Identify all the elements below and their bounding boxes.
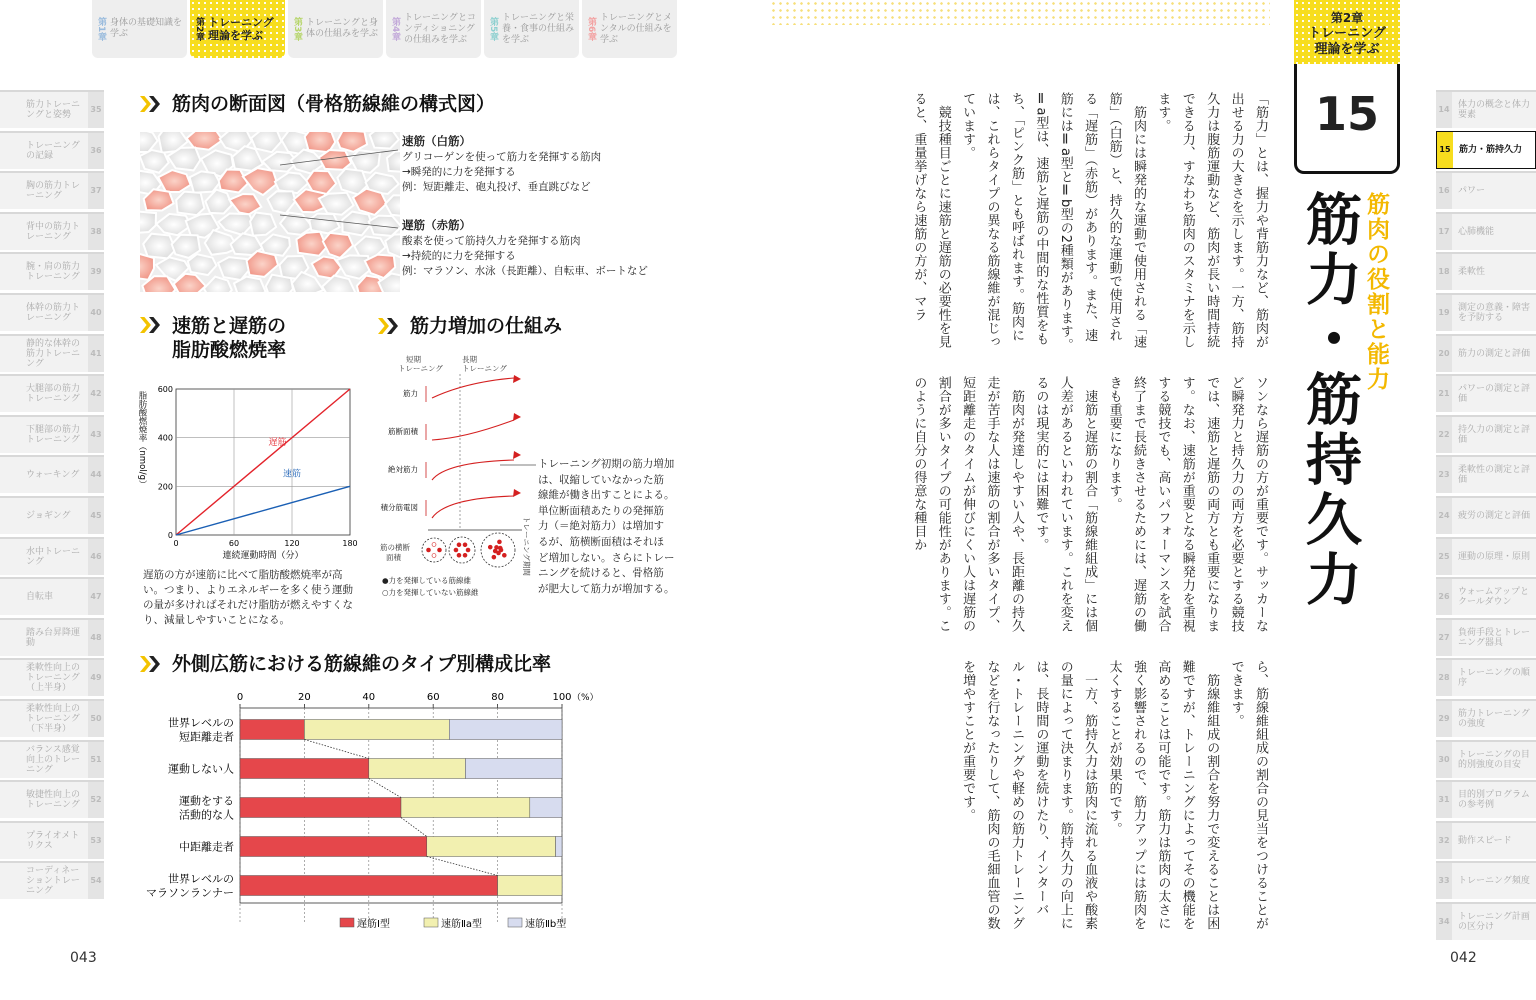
chapter-tab-label: トレーニングとメンタルの仕組みを学ぶ (600, 12, 673, 45)
muscle-fiber-cell (143, 234, 175, 259)
body-text-lower (860, 660, 1272, 940)
mechanism-caption-line: 線維が働き出すことによる。 (538, 489, 675, 502)
side-index-item[interactable] (0, 171, 104, 209)
side-index-label: バランス感覚向上のトレーニング (26, 744, 81, 775)
right-index-label: ウォームアップとクールダウン (1458, 587, 1530, 608)
side-index-item[interactable] (0, 90, 104, 128)
side-index-label: 大腿部の筋力トレーニング (26, 384, 81, 405)
right-index-number: 24 (1436, 498, 1452, 534)
body-paragraph: 競技種目ごとに速筋と遅筋の必要性を見ると、重量挙げなら速筋の方が、マラ (911, 92, 951, 349)
left-side-index (0, 90, 104, 902)
muscle-fiber-dot (466, 548, 470, 552)
chapter-tab-label: トレーニング理論を学ぶ (208, 16, 274, 42)
right-index-label: トレーニング計画の区分け (1458, 911, 1530, 932)
category-label: 中距離走者 (179, 840, 234, 854)
muscle-fiber-dot (457, 543, 461, 547)
side-index-item[interactable] (0, 415, 104, 453)
x-tick-label: 80 (491, 692, 504, 703)
side-index-label: 柔軟性向上のトレーニング（上半身） (26, 663, 81, 694)
bar-segment (240, 759, 369, 779)
side-index-number: 50 (88, 701, 104, 737)
chapter-tab-number: 第4章 (390, 16, 400, 42)
muscle-fiber-dot (432, 543, 436, 547)
right-index-item[interactable] (1436, 902, 1536, 940)
legend-label: 速筋Ⅱa型 (441, 919, 483, 930)
chapter-tab-6[interactable] (582, 0, 677, 58)
leader-lines (280, 140, 410, 250)
mechanism-caption-line: が肥大して筋力が増加する。 (538, 582, 675, 595)
legend-label: 速筋Ⅱb型 (525, 919, 567, 930)
left-page-number: 043 (70, 950, 97, 966)
right-index-label: トレーニング頻度 (1458, 876, 1530, 887)
chapter-tab-number: 第3章 (292, 16, 302, 42)
chapter-tab-3[interactable] (288, 0, 383, 58)
muscle-fiber-dot (488, 545, 492, 549)
side-index-item[interactable] (0, 821, 104, 859)
right-index-number: 29 (1436, 701, 1452, 737)
mechanism-caption-line: 単位断面積あたりの発揮筋 (538, 504, 664, 517)
chapter-tab-label: トレーニングと栄養・食事の仕組みを学ぶ (502, 12, 575, 45)
right-index-item[interactable] (1436, 699, 1536, 737)
right-index-label: パワーの測定と評価 (1458, 384, 1531, 405)
side-index-number: 40 (88, 295, 104, 331)
side-index-item[interactable] (0, 618, 104, 656)
right-index-number: 25 (1436, 539, 1452, 575)
legend-active: ●力を発揮している筋線維 (382, 576, 472, 585)
side-index-label: 静的な体幹の筋力トレーニング (26, 338, 81, 369)
right-index-label: 測定の意義・障害を予防する (1458, 302, 1531, 323)
right-index-label: 心肺機能 (1458, 226, 1495, 237)
body-paragraph: 速筋と遅筋の割合「筋線維組成」には個人差があるといわれています。これを変えるのは現実的には困難です。 (1033, 376, 1098, 633)
category-label: マラソンランナー (146, 886, 234, 900)
side-index-item[interactable] (0, 131, 104, 169)
right-index-item[interactable] (1436, 415, 1536, 453)
right-index-item[interactable] (1436, 821, 1536, 859)
side-index-item[interactable] (0, 496, 104, 534)
side-index-number: 51 (88, 742, 104, 778)
side-index-label: 体幹の筋力トレーニング (26, 302, 81, 323)
bar-segment (427, 837, 556, 857)
mechanism-caption-line: ど増加しない。さらにトレー (538, 551, 675, 564)
side-index-label: 柔軟性向上のトレーニング（下半身） (26, 703, 81, 734)
body-paragraph: 「筋力」とは、握力や背筋力など、筋肉が出せる力の大きさを示します。一方、筋持久力は腹筋運動など、筋肉が長い時間持続できる力、すなわち筋肉のスタミナを示します。 (1155, 92, 1268, 349)
right-index-label: 柔軟性の測定と評価 (1458, 465, 1531, 486)
category-label: 世界レベルの (168, 872, 234, 886)
bar-segment (465, 759, 562, 779)
category-label: 短距離走者 (179, 730, 234, 744)
muscle-fiber-dot (463, 553, 467, 557)
mechanism-caption-line: 力（＝絶対筋力）は増加す (538, 520, 664, 533)
right-index-label: 動作スピード (1458, 835, 1512, 846)
chapter-tab-number: 第1章 (96, 16, 106, 42)
period-label (522, 516, 532, 576)
x-tick-label: 60 (228, 539, 240, 548)
x-tick-label: 40 (362, 692, 376, 703)
strength-mechanism-caption (538, 457, 688, 597)
side-index-number: 47 (88, 579, 104, 615)
muscle-fiber-dot (432, 554, 436, 558)
body-paragraph: 一方、筋持久力は筋肉に流れる血液や酸素の量によって決まります。筋持久力の向上には、長時間の運動を続けたり、インターバル・トレーニングや軽めの筋力トレーニングなどを行なったりして、筋肉の毛細血管の数を増やすことが重要です。 (960, 660, 1098, 930)
right-index-item[interactable] (1436, 861, 1536, 899)
body-text-middle (860, 376, 1272, 638)
side-index-number: 36 (88, 133, 104, 169)
fast-muscle-description: 速筋（白筋） グリコーゲンを使って筋力を発揮する筋肉 →瞬発的に力を発揮する 例：短距離走、砲丸投げ、垂直跳びなど (402, 134, 602, 193)
long-term-label-2: トレーニング (462, 364, 507, 373)
legend-swatch (508, 918, 522, 927)
side-index-label: 踏み台昇降運動 (26, 627, 81, 648)
right-index-number: 31 (1436, 782, 1452, 818)
bar-segment (240, 876, 498, 896)
bar-segment (240, 837, 427, 857)
muscle-fiber-dot (498, 546, 502, 550)
muscle-fiber-cell (266, 275, 293, 292)
chapter-flag: 第2章 トレーニング 理論を学ぶ (1294, 0, 1400, 64)
fat-burning-caption: 遅筋の方が速筋に比べて脂肪酸燃焼率が高 い。つまり、よりエネルギーを多く使う運動 の量が多ければそれだけ脂肪が燃えやすくな り、減量しやすいことになる。 (143, 569, 353, 626)
bar-segment (530, 798, 562, 818)
side-index-label: 自転車 (26, 592, 54, 603)
right-index-label: トレーニングの目的別強度の目安 (1458, 749, 1530, 770)
right-index-item[interactable] (1436, 212, 1536, 250)
bar-segment (369, 759, 466, 779)
side-index-label: 背中の筋力トレーニング (26, 221, 81, 242)
y-axis-label (137, 390, 147, 488)
right-index-number: 22 (1436, 417, 1452, 453)
mechanism-row-label: 積分筋電図 (380, 503, 418, 512)
series-label: 速筋 (282, 469, 302, 480)
long-term-label: 長期 (462, 355, 477, 364)
right-index-label: 運動の原理・原則 (1458, 551, 1531, 562)
side-index-number: 46 (88, 539, 104, 575)
muscle-fiber-dot (438, 548, 442, 552)
y-tick-label: 0 (167, 531, 173, 540)
right-index-number: 19 (1436, 295, 1452, 331)
top-dot-band (770, 0, 1270, 25)
chapter-tab-2[interactable] (190, 0, 285, 58)
chapter-tab-4[interactable] (386, 0, 481, 58)
legend-swatch (340, 918, 354, 927)
series-label: 遅筋 (268, 437, 287, 448)
right-index-item[interactable] (1436, 334, 1536, 372)
right-index-label: パワー (1458, 186, 1486, 197)
mechanism-caption-line: トレーニング初期の筋力増加 (538, 458, 675, 470)
chevron-icon (140, 314, 164, 336)
side-index-item[interactable] (0, 699, 104, 737)
chapter-tabs (92, 0, 677, 60)
arrow-head (513, 413, 521, 421)
chapter-tab-label: トレーニングと身体の仕組みを学ぶ (306, 18, 379, 39)
category-label: 運動しない人 (168, 762, 234, 776)
svg-text:トレーニング期間: トレーニング期間 (522, 516, 531, 576)
side-index-label: 水中トレーニング (26, 546, 81, 567)
side-index-label: 腕・肩の筋力トレーニング (26, 262, 81, 283)
x-tick-label: 120 (284, 539, 300, 548)
mechanism-caption-line: は、収縮していなかった筋 (538, 473, 664, 486)
side-index-item[interactable] (0, 577, 104, 615)
body-paragraph: ら、筋線維組成の割合の見当をつけることができます。 (1228, 660, 1268, 930)
right-index-number: 17 (1436, 214, 1452, 250)
right-side-index (1436, 90, 1536, 942)
bar-segment (498, 876, 562, 896)
side-index-item[interactable] (0, 537, 104, 575)
chapter-tab-5[interactable] (484, 0, 579, 58)
right-index-label: トレーニングの順序 (1458, 668, 1530, 689)
side-index-label: ウォーキング (26, 470, 80, 481)
side-index-item[interactable] (0, 780, 104, 818)
mechanism-caption-line: ニングを続けると、骨格筋 (538, 567, 664, 580)
category-label: 活動的な人 (179, 808, 234, 822)
right-index-item[interactable] (1436, 658, 1536, 696)
side-index-item[interactable] (0, 740, 104, 778)
muscle-fiber-dot (492, 555, 496, 559)
right-index-label: 柔軟性 (1458, 267, 1486, 278)
body-paragraph: 筋肉には瞬発的な運動で使用される「速筋」（白筋）と、持久的な運動で使用される「遅筋」（赤筋）があります。また、速筋にはⅡa型とⅡb型の2種類があります。Ⅱa型は、速筋と遅筋の中間的な性質をもち、「ピンク筋」とも呼ばれます。筋肉には、これらタイプの異なる筋線維が混じっています。 (960, 92, 1146, 352)
side-index-number: 53 (88, 823, 104, 859)
right-index-number: 26 (1436, 579, 1452, 615)
x-unit-label: （%） (572, 693, 599, 703)
chevron-icon (378, 315, 402, 337)
chapter-tab-number: 第5章 (488, 16, 498, 42)
right-index-item[interactable] (1436, 293, 1536, 331)
bar-segment (401, 798, 530, 818)
category-label: 運動をする (179, 794, 234, 808)
short-term-label-2: トレーニング (398, 364, 443, 373)
right-index-item[interactable] (1436, 780, 1536, 818)
bar-segment (556, 837, 562, 857)
muscle-fiber-dot (502, 553, 506, 557)
right-index-item[interactable] (1436, 374, 1536, 412)
section-title-fiber-composition: 外側広筋における筋線維のタイプ別構成比率 (140, 652, 551, 676)
muscle-fiber-dot (454, 548, 458, 552)
side-index-number: 42 (88, 376, 104, 412)
mechanism-row-label: 筋力 (403, 389, 418, 398)
right-index-label: 目的別プログラムの参考例 (1458, 790, 1530, 811)
bar-segment (449, 720, 562, 740)
right-page-number: 042 (1450, 950, 1477, 966)
right-index-item[interactable] (1436, 740, 1536, 778)
side-index-item[interactable] (0, 861, 104, 899)
right-index-number: 32 (1436, 823, 1452, 859)
side-index-number: 49 (88, 660, 104, 696)
right-index-number: 27 (1436, 620, 1452, 656)
right-index-label: 筋力トレーニングの強度 (1458, 708, 1530, 729)
side-index-item[interactable] (0, 658, 104, 696)
right-index-item[interactable] (1436, 90, 1536, 128)
legend-label: 遅筋Ⅰ型 (357, 919, 390, 930)
y-tick-label: 600 (157, 385, 173, 394)
side-index-label: 筋力トレーニングと姿勢 (26, 100, 81, 120)
side-index-label: プライオメトリクス (26, 830, 80, 851)
legend-inactive: ○力を発揮していない筋線維 (382, 588, 479, 597)
chapter-tab-1[interactable] (92, 0, 187, 58)
slow-muscle-description: 遅筋（赤筋） 酸素を使って筋持久力を発揮する筋肉 →持続的に力を発揮する 例：マラソン、水泳（長距離）、自転車、ボートなど (402, 218, 648, 277)
side-index-number: 38 (88, 214, 104, 250)
fiber-composition-bar-chart (136, 690, 636, 940)
legend-swatch (424, 918, 438, 927)
right-index-number: 15 (1437, 132, 1453, 168)
bar-segment (304, 720, 449, 740)
cross-label: 筋の横断 (380, 543, 410, 552)
side-index-label: 胸の筋力トレーニング (26, 181, 81, 202)
side-index-number: 52 (88, 782, 104, 818)
side-index-item[interactable] (0, 212, 104, 250)
chapter-tab-number: 第2章 (194, 16, 204, 42)
fat-burning-line-chart (136, 380, 368, 570)
body-paragraph: 筋線維組成の割合を努力で変えることは困難ですが、トレーニングによってその機能を高めることは可能です。筋力は筋肉の太さに強く影響されるので、筋力アップには筋肉を太くすることが効果的です。 (1106, 660, 1220, 930)
y-tick-label: 200 (157, 482, 173, 492)
mechanism-curve (432, 378, 514, 398)
side-index-label: トレーニングの記録 (26, 140, 80, 161)
right-index-item[interactable] (1436, 171, 1536, 209)
right-index-number: 30 (1436, 742, 1452, 778)
side-index-label: 下腿部の筋力トレーニング (26, 424, 81, 445)
chevron-icon (140, 93, 164, 115)
side-index-number: 43 (88, 417, 104, 453)
side-index-item[interactable] (0, 293, 104, 331)
right-index-label: 負荷手段とトレーニング器具 (1458, 627, 1531, 648)
right-index-label: 筋力の測定と評価 (1458, 348, 1531, 359)
right-index-label: 筋力・筋持久力 (1459, 144, 1523, 155)
side-index-item[interactable] (0, 455, 104, 493)
chevron-icon (140, 653, 164, 675)
body-text-upper (860, 92, 1272, 354)
muscle-fiber-dot (463, 543, 467, 547)
right-index-number: 23 (1436, 457, 1452, 493)
right-index-item[interactable] (1436, 131, 1536, 169)
svg-text:脂肪酸燃焼率（nmol/g）: 脂肪酸燃焼率（nmol/g） (137, 391, 147, 489)
right-index-number: 28 (1436, 660, 1452, 696)
side-index-item[interactable] (0, 334, 104, 372)
lesson-subtitle: 筋肉の役割と能力 (1363, 192, 1389, 392)
x-tick-label: 60 (426, 692, 440, 703)
right-index-item[interactable] (1436, 496, 1536, 534)
bar-segment (240, 798, 401, 818)
right-index-label: 体力の概念と体力要素 (1458, 100, 1531, 120)
side-index-number: 54 (88, 863, 104, 899)
short-term-label: 短期 (406, 355, 421, 364)
side-index-label: ジョギング (26, 510, 71, 521)
right-index-item[interactable] (1436, 252, 1536, 290)
section-title-muscle-cross-section: 筋肉の断面図（骨格筋線維の構式図） (140, 92, 495, 116)
right-index-number: 21 (1436, 376, 1452, 412)
bar-segment (240, 720, 304, 740)
muscle-fiber-cell (176, 192, 204, 216)
lesson-number: 15 (1294, 64, 1400, 174)
muscle-fiber-dot (495, 545, 499, 549)
side-index-number: 44 (88, 457, 104, 493)
cross-section-circles (422, 533, 515, 567)
side-index-label: コーディネーショントレーニング (26, 866, 80, 897)
right-index-label: 疲労の測定と評価 (1458, 510, 1531, 521)
lesson-title: 筋力・筋持久力 (1297, 190, 1362, 610)
x-tick-label: 0 (173, 539, 179, 548)
right-index-number: 14 (1436, 92, 1452, 128)
x-tick-label: 20 (298, 692, 311, 703)
chapter-tab-label: 身体の基礎知識を学ぶ (110, 18, 183, 39)
side-index-item[interactable] (0, 374, 104, 412)
right-index-number: 18 (1436, 254, 1452, 290)
chapter-tab-label: トレーニングとコンディショニングの仕組みを学ぶ (404, 12, 477, 45)
right-index-item[interactable] (1436, 618, 1536, 656)
x-tick-label: 180 (342, 539, 358, 548)
side-index-number: 48 (88, 620, 104, 656)
side-index-item[interactable] (0, 252, 104, 290)
arrow-head (513, 375, 521, 383)
section-title-strength-mechanism: 筋力増加の仕組み (378, 314, 562, 338)
x-tick-label: 100 (552, 692, 572, 703)
right-index-number: 20 (1436, 336, 1452, 372)
category-label: 世界レベルの (168, 716, 234, 730)
right-index-number: 16 (1436, 173, 1452, 209)
side-index-label: 敏捷性向上のトレーニング (26, 790, 81, 811)
side-index-number: 39 (88, 254, 104, 290)
muscle-fiber-dot (497, 540, 501, 544)
muscle-fiber-dot (427, 548, 431, 552)
muscle-fiber-dot (457, 553, 461, 557)
mechanism-row-label: 絶対筋力 (388, 465, 418, 474)
right-index-item[interactable] (1436, 455, 1536, 493)
side-index-number: 35 (88, 92, 104, 128)
right-index-item[interactable] (1436, 537, 1536, 575)
chapter-tab-number: 第6章 (586, 16, 596, 42)
side-index-number: 41 (88, 336, 104, 372)
x-tick-label: 0 (236, 692, 244, 703)
mechanism-caption-line: るが、筋横断面積はそれほ (538, 535, 664, 548)
mechanism-leader-line (500, 440, 540, 500)
body-paragraph: 筋肉が発達しやすい人や、長距離の持久走が苦手な人は速筋の割合が多いタイプ、短距離走のタイムが伸びにくい人は遅筋の割合が多いタイプの可能性があります。このように自分の得意な種目か (911, 376, 1024, 633)
cross-label-2: 面積 (386, 553, 401, 562)
right-index-item[interactable] (1436, 577, 1536, 615)
section-title-fat-burning: 速筋と遅筋の 脂肪酸燃焼率 (140, 314, 286, 362)
mechanism-curve (432, 420, 514, 440)
side-index-number: 45 (88, 498, 104, 534)
x-axis-label: 連続運動時間（分） (222, 551, 304, 561)
mechanism-row-label: 筋断面積 (388, 427, 418, 436)
y-tick-label: 400 (157, 433, 173, 443)
right-index-number: 34 (1436, 904, 1452, 940)
body-paragraph: ソンなら遅筋の方が重要です。サッカーなど瞬発力と持久力の両方を必要とする競技では、速筋と遅筋の両方とも重要になります。なお、速筋が重要となる瞬発力を重視する競技でも、高いパフォーマンスを試合終了まで長続きさせるためには、遅筋の働きも重要になります。 (1106, 376, 1268, 633)
right-index-number: 33 (1436, 863, 1452, 899)
right-index-label: 持久力の測定と評価 (1458, 424, 1531, 445)
side-index-number: 37 (88, 173, 104, 209)
